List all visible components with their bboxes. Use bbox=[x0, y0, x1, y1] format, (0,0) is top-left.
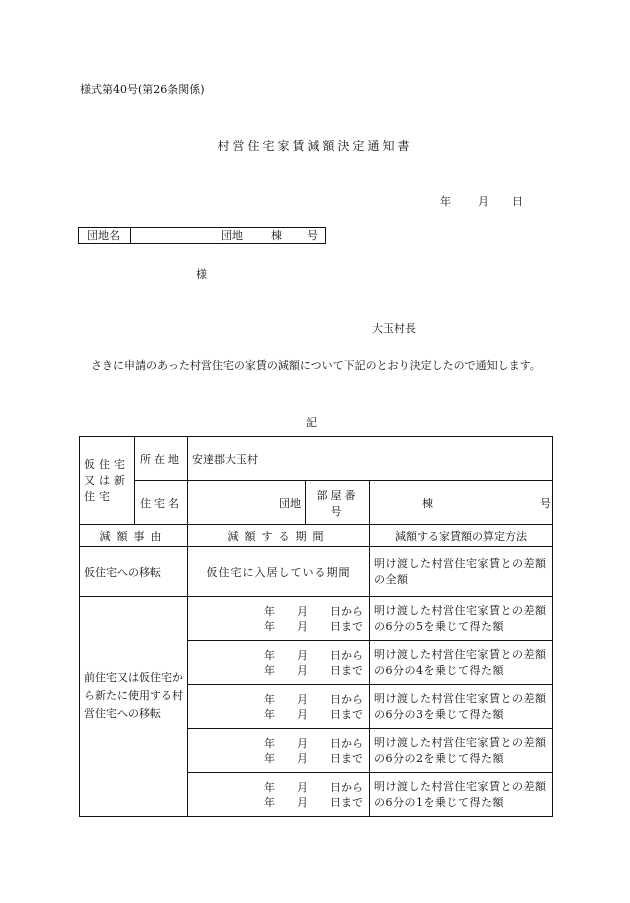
ki-heading: 記 bbox=[306, 416, 317, 429]
move-period-3: 年 月 日から 年 月 日まで bbox=[188, 685, 370, 729]
form-number: 様式第40号(第26条関係) bbox=[80, 83, 205, 96]
danchi-suffix: 団地 bbox=[221, 229, 243, 242]
to-label: 棟 bbox=[422, 497, 433, 510]
header-method: 減額する家賃額の算定方法 bbox=[370, 525, 553, 547]
move-method-4: 明け渡した村営住宅家賃との差額の6分の2を乗じて得た額 bbox=[370, 729, 553, 773]
temp-method-cell: 明け渡した村営住宅家賃との差額の全額 bbox=[370, 547, 553, 597]
header-reason: 減額事由 bbox=[80, 525, 188, 547]
move-period-2: 年 月 日から 年 月 日まで bbox=[188, 641, 370, 685]
addressee-suffix: 様 bbox=[196, 268, 207, 281]
room-number-value-cell bbox=[370, 481, 553, 525]
date-day: 日 bbox=[512, 195, 523, 208]
move-period-5: 年 月 日から 年 月 日まで bbox=[188, 773, 370, 817]
move-period-1: 年 月 日から 年 月 日まで bbox=[188, 597, 370, 641]
move-method-5: 明け渡した村営住宅家賃との差額の6分の1を乗じて得た額 bbox=[370, 773, 553, 817]
date-year: 年 bbox=[440, 195, 451, 208]
house-name-label-cell: 住宅名 bbox=[135, 481, 188, 525]
housing-label-cell: 仮住宅又は新住宅 bbox=[80, 437, 135, 525]
danchi-name-label: 団地名 bbox=[79, 228, 131, 243]
to-suffix: 棟 bbox=[271, 229, 282, 242]
danchi-name-value bbox=[131, 228, 325, 243]
go-label: 号 bbox=[540, 497, 551, 510]
temp-period-cell: 仮住宅に入居している期間 bbox=[188, 547, 370, 597]
document-title: 村営住宅家賃減額決定通知書 bbox=[217, 139, 413, 153]
location-label-cell: 所在地 bbox=[135, 437, 188, 481]
danchi-name-box bbox=[78, 227, 326, 244]
date-month: 月 bbox=[478, 195, 489, 208]
room-number-label-cell: 部屋番号 bbox=[306, 481, 370, 525]
move-reason-cell: 前住宅又は仮住宅から新たに使用する村営住宅への移転 bbox=[80, 597, 188, 817]
move-method-3: 明け渡した村営住宅家賃との差額の6分の3を乗じて得た額 bbox=[370, 685, 553, 729]
reduction-table bbox=[79, 436, 553, 817]
go-suffix: 号 bbox=[307, 229, 318, 242]
temp-reason-cell: 仮住宅への移転 bbox=[80, 547, 188, 597]
sender-name: 大玉村長 bbox=[372, 322, 416, 335]
move-method-1: 明け渡した村営住宅家賃との差額の6分の5を乗じて得た額 bbox=[370, 597, 553, 641]
move-method-2: 明け渡した村営住宅家賃との差額の6分の4を乗じて得た額 bbox=[370, 641, 553, 685]
move-period-4: 年 月 日から 年 月 日まで bbox=[188, 729, 370, 773]
header-period: 減額する期間 bbox=[188, 525, 370, 547]
notice-body: さきに申請のあった村営住宅の家賃の減額について下記のとおり決定したので通知します。 bbox=[91, 359, 541, 372]
house-name-danchi-cell: 団地 bbox=[188, 481, 306, 525]
location-value-cell: 安達郡大玉村 bbox=[188, 437, 553, 481]
